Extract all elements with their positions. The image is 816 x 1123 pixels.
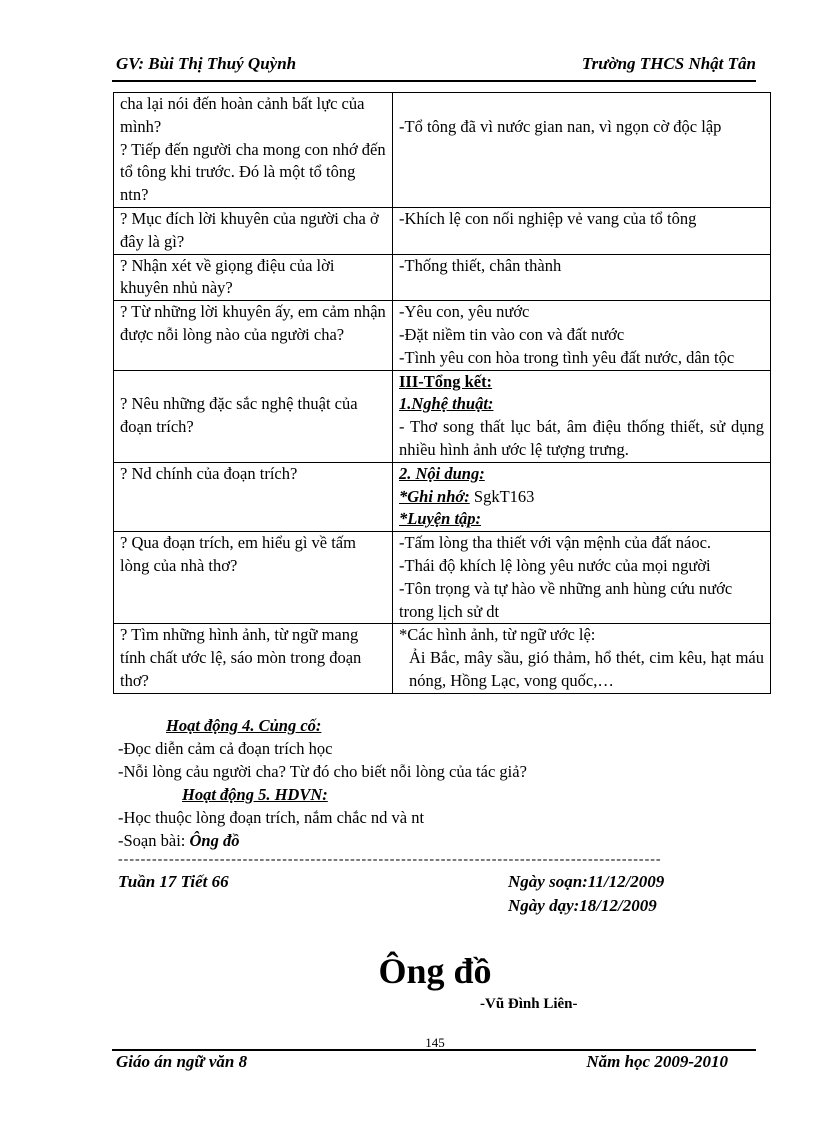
question-text: ? Từ những lời khuyên ấy, em cảm nhận được nỗi lòng nào của người cha? [120, 302, 386, 344]
page-number: 145 [425, 1035, 445, 1050]
answer-cell [393, 462, 771, 531]
answer-text: -Tình yêu con hòa trong tình yêu đất nước, dân tộc [399, 347, 735, 367]
spacer [399, 93, 764, 116]
lesson-table [113, 92, 771, 694]
table-row [114, 624, 771, 693]
answer-text: - Thơ song thất lục bát, âm điệu thống thiết, sử dụng nhiều hình ảnh ước lệ tượng trưng. [399, 417, 764, 459]
table-row [114, 462, 771, 531]
answer-text: *Các hình ảnh, từ ngữ ước lệ: [399, 625, 596, 645]
activity4-line: -Nỗi lòng cảu người cha? Từ đó cho biết nỗi lòng của tác giả? [118, 762, 527, 781]
summary-heading: III-Tổng kết: [399, 371, 493, 391]
table-row [114, 370, 771, 462]
activity4-title [166, 714, 321, 737]
footer-rule [112, 1049, 756, 1051]
table-row [114, 301, 771, 370]
question-text: ? Nd chính của đoạn trích? [120, 463, 298, 483]
question-text: ? Tìm những hình ảnh, từ ngữ mang tính chất ước lệ, sáo mòn trong đoạn thơ? [120, 625, 362, 690]
activity4-line: -Đọc diễn cảm cả đoạn trích học [118, 739, 333, 758]
answer-text: -Tổ tông đã vì nước gian nan, vì ngọn cờ độc lập [399, 116, 722, 136]
activity4-title-text: Hoạt động 4. Củng cố: [166, 716, 322, 735]
question-text: cha lại nói đến hoàn cảnh bất lực của mình? [120, 94, 365, 136]
answer-cell [393, 93, 771, 208]
question-cell [114, 462, 393, 531]
activity5-title [182, 783, 328, 806]
prepare-lesson-title: Ông đồ [189, 831, 240, 850]
answer-text: -Đặt niềm tin vào con và đất nước [399, 324, 625, 344]
question-cell [114, 93, 393, 208]
question-cell [114, 624, 393, 693]
answer-text: -Tôn trọng và tự hào về những anh hùng cứu nước trong lịch sử dt [399, 578, 733, 621]
spacer [120, 371, 386, 394]
activity5-line: -Học thuộc lòng đoạn trích, nắm chắc nd và nt [118, 808, 425, 827]
table-row [114, 207, 771, 254]
question-cell [114, 207, 393, 254]
answer-text: -Yêu con, yêu nước [399, 302, 530, 322]
answer-text: -Thái độ khích lệ lòng yêu nước của mọi người [399, 555, 711, 575]
note-value: SgkT163 [469, 486, 535, 506]
answer-text: -Tấm lòng tha thiết với vận mệnh của đất náoc. [399, 533, 712, 553]
header-teacher: GV: Bùi Thị Thuý Quỳnh [116, 54, 297, 73]
table-row [114, 254, 771, 301]
activity5-line [118, 829, 239, 852]
answer-cell [393, 370, 771, 462]
prepare-label: -Soạn bài: [118, 831, 190, 850]
question-cell [114, 532, 393, 624]
question-text: ? Mục đích lời khuyên của người cha ở đây là gì? [120, 208, 379, 251]
prepare-date: Ngày soạn:11/12/2009 [508, 872, 665, 891]
note-line [399, 486, 764, 509]
question-text: ? Nhận xét về giọng điệu của lời khuyên nhủ này? [120, 255, 335, 298]
content-heading: 2. Nội dung: [399, 463, 485, 483]
footer-year: Năm học 2009-2010 [586, 1052, 728, 1071]
question-cell [114, 301, 393, 370]
question-cell [114, 370, 393, 462]
table-row [114, 532, 771, 624]
question-text: ? Qua đoạn trích, em hiểu gì về tấm lòng của nhà thơ? [120, 533, 356, 575]
header-rule [112, 80, 756, 82]
answer-cell [393, 532, 771, 624]
section-divider: ------------------------------------------------------------------------------------------------ [118, 853, 662, 867]
activity5-title-text: Hoạt động 5. HDVN: [182, 785, 328, 804]
answer-cell [393, 207, 771, 254]
question-text: ? Nêu những đặc sắc nghệ thuật của đoạn trích? [120, 394, 358, 437]
lesson-title: Ông đồ [378, 951, 492, 991]
answer-text: -Thống thiết, chân thành [399, 255, 562, 275]
lesson-author: -Vũ Đình Liên- [480, 996, 578, 1012]
footer-subject: Giáo án ngữ văn 8 [116, 1052, 248, 1071]
answer-cell [393, 254, 771, 301]
answer-cell [393, 301, 771, 370]
week-period: Tuần 17 Tiết 66 [118, 872, 229, 891]
art-heading: 1.Nghệ thuật: [399, 394, 494, 414]
practice-heading: *Luyện tập: [399, 509, 482, 529]
question-text: ? Tiếp đến người cha mong con nhớ đến tổ tông khi trước. Đó là một tổ tông ntn? [120, 139, 386, 205]
answer-text: Ải Bắc, mây sầu, gió thảm, hổ thét, cim kêu, hạt máu nóng, Hồng Lạc, vong quốc,… [409, 648, 764, 690]
teach-date: Ngày dạy:18/12/2009 [508, 896, 657, 915]
answer-text: -Khích lệ con nối nghiệp vẻ vang của tổ tông [399, 208, 697, 228]
table-row [114, 93, 771, 208]
header-school: Trường THCS Nhật Tân [581, 54, 756, 73]
question-cell [114, 254, 393, 301]
note-label: *Ghi nhớ: [399, 486, 470, 506]
answer-cell [393, 624, 771, 693]
